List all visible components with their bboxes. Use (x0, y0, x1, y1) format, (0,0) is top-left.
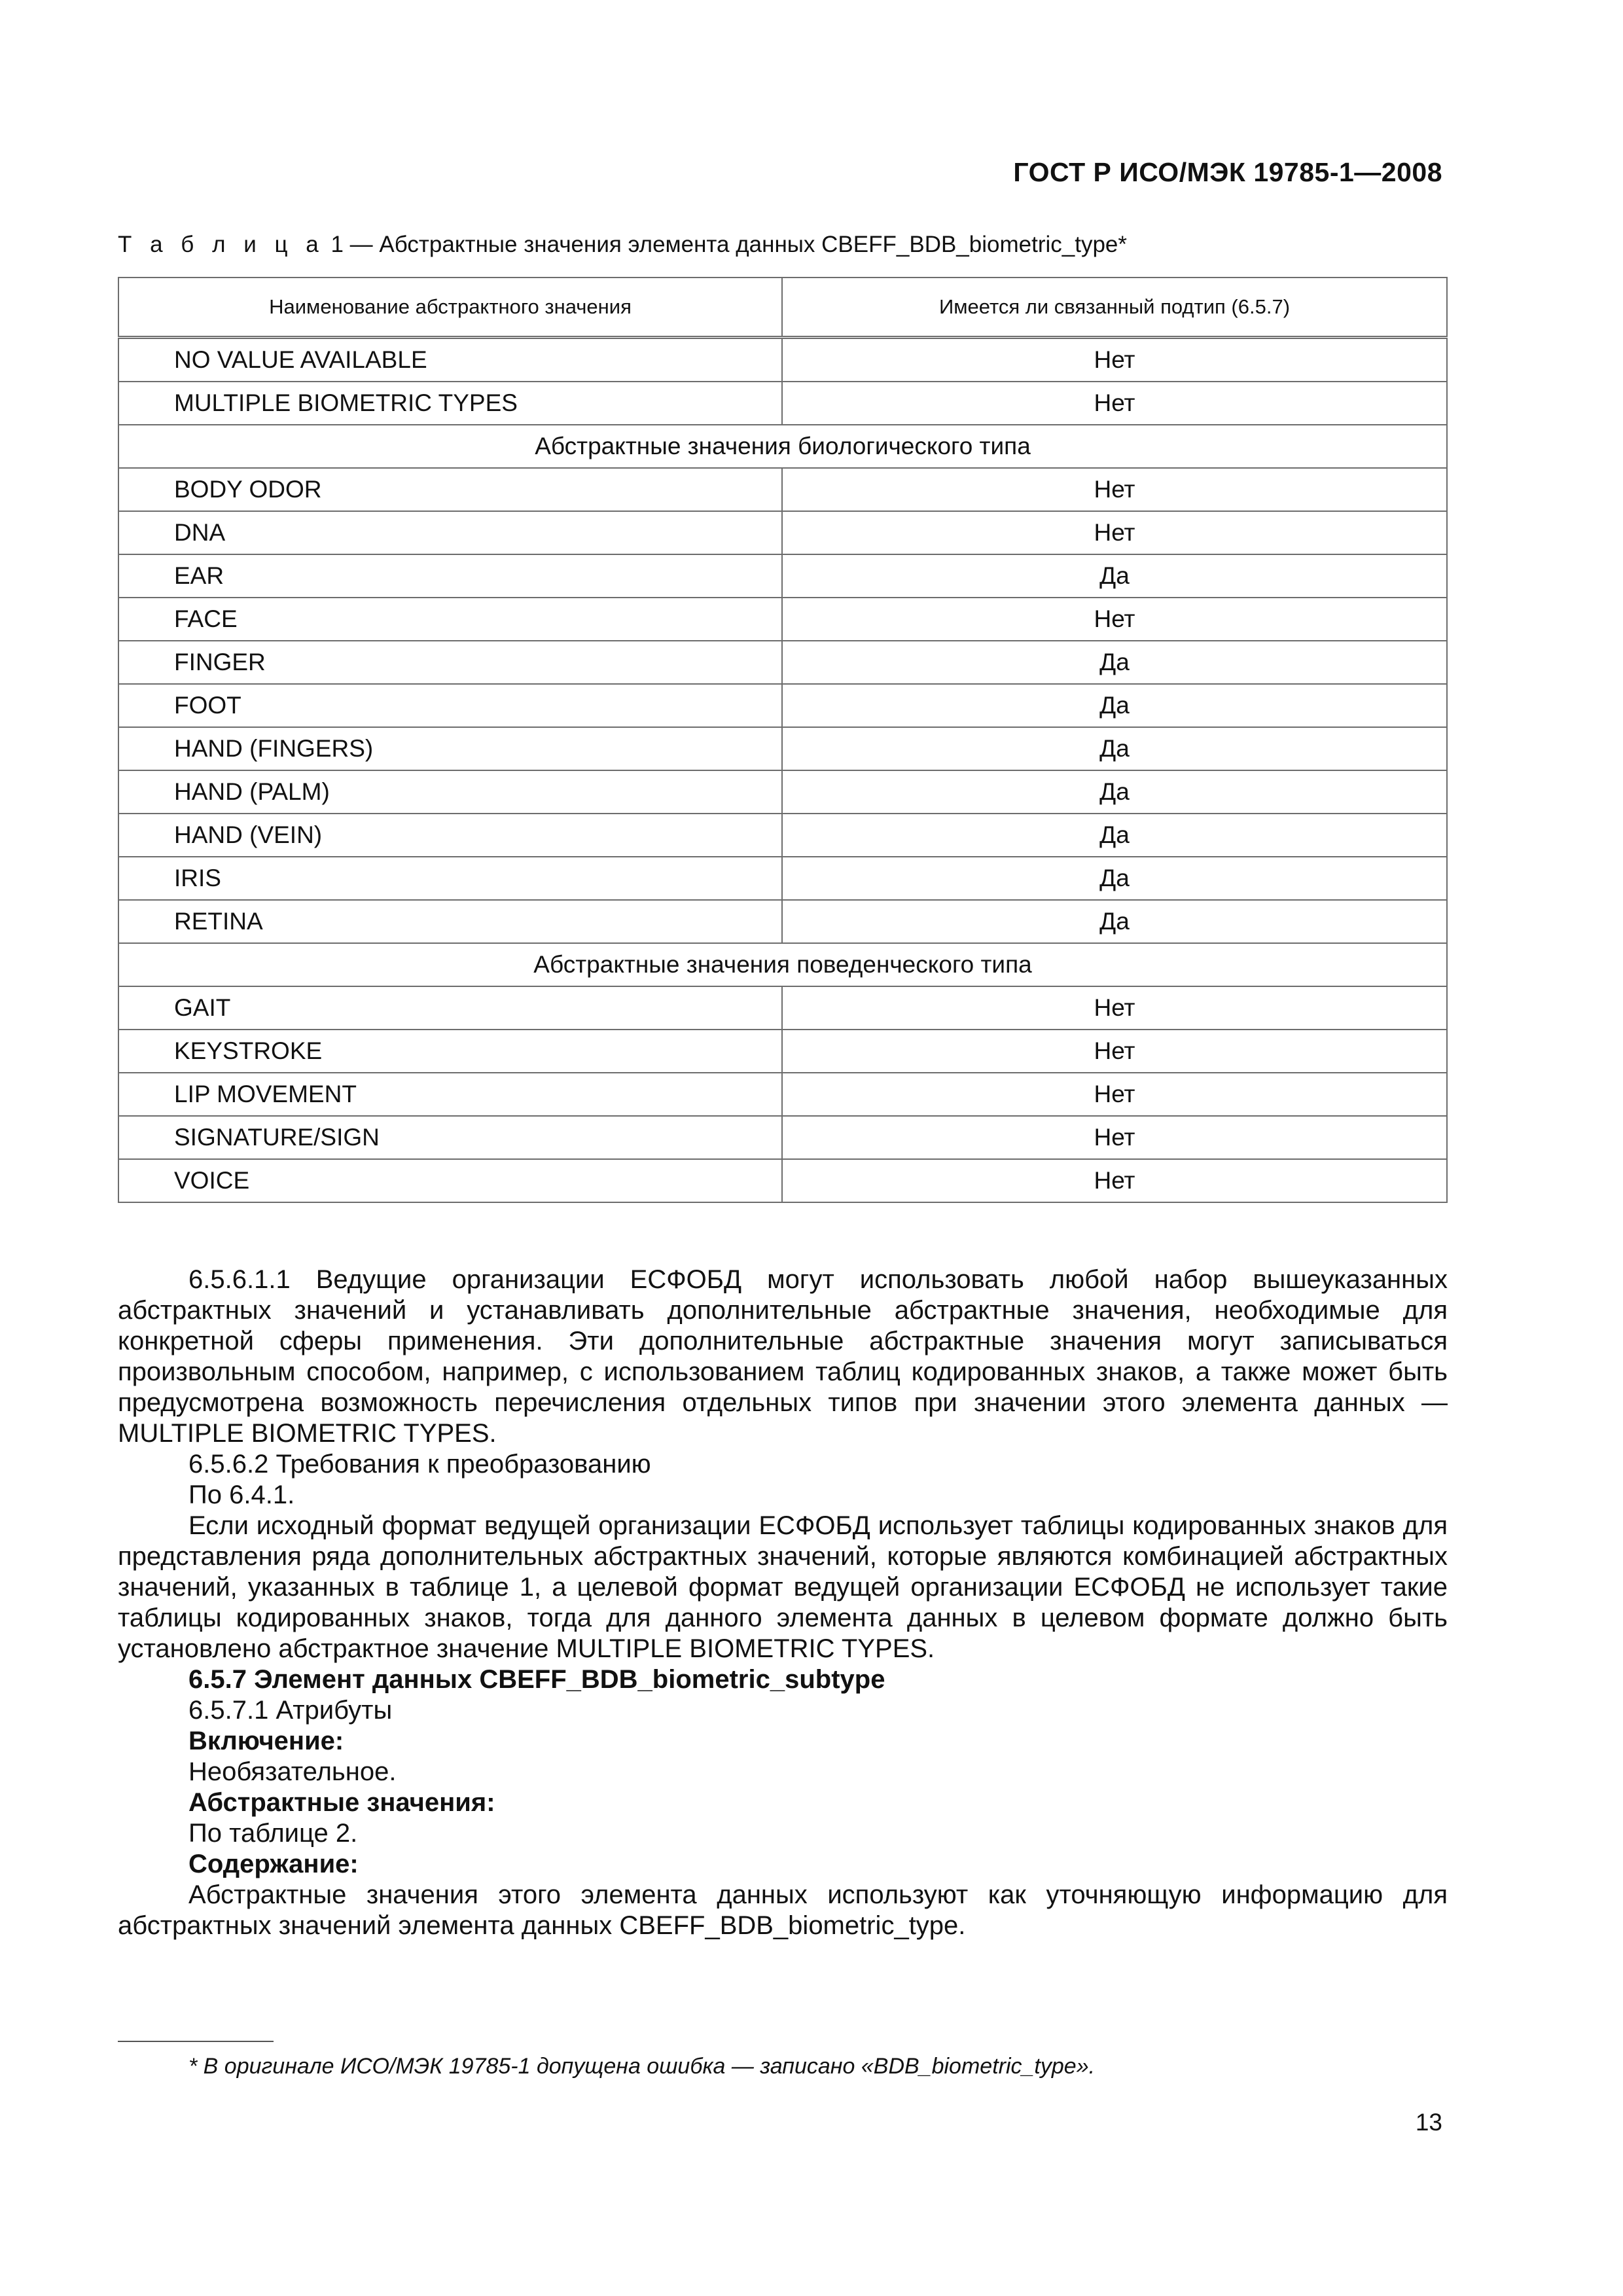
abstract-value-name: EAR (118, 554, 782, 598)
table-row (118, 684, 1447, 727)
subtype-flag: Да (782, 554, 1447, 598)
biometric-type-table (118, 277, 1448, 1203)
table-row (118, 598, 1447, 641)
table-body (118, 338, 1447, 1203)
value-abstract-values: По таблице 2. (188, 1819, 358, 1848)
abstract-value-name: HAND (PALM) (118, 770, 782, 814)
paragraph-6-5-6-1-1: 6.5.6.1.1 Ведущие организации ЕСФОБД могут использовать любой набор вышеуказанных абстрактных значений и устанавливать дополнительные абстрактные значения, необходимые для конкретной сферы применения. Эти дополнительные абстрактные значения могут записываться произвольным способом, например, с использованием таблиц кодированных знаков, а также может быть предусмотрена возможность перечисления отдельных типов при значении этого элемента данных — MULTIPLE BIOMETRIC TYPES. (118, 1265, 1448, 1448)
label-abstract-values: Абстрактные значения: (188, 1788, 495, 1817)
table-row (118, 511, 1447, 554)
subtype-flag: Нет (782, 338, 1447, 382)
abstract-value-name: IRIS (118, 857, 782, 900)
abstract-value-name: FINGER (118, 641, 782, 684)
abstract-value-name: HAND (VEIN) (118, 814, 782, 857)
table-row (118, 1030, 1447, 1073)
subtype-flag: Да (782, 900, 1447, 943)
subtype-flag: Нет (782, 1073, 1447, 1116)
abstract-value-name: SIGNATURE/SIGN (118, 1116, 782, 1159)
table-caption (118, 232, 1127, 258)
abstract-value-name: MULTIPLE BIOMETRIC TYPES (118, 382, 782, 425)
table-row (118, 554, 1447, 598)
abstract-value-name: HAND (FINGERS) (118, 727, 782, 770)
table-row (118, 857, 1447, 900)
table-section-row (118, 425, 1447, 468)
body-text (118, 1265, 1448, 1941)
column-header-name: Наименование абстрактного значения (118, 278, 782, 338)
subtype-flag: Да (782, 641, 1447, 684)
abstract-value-name: KEYSTROKE (118, 1030, 782, 1073)
section-title: Абстрактные значения биологического типа (118, 425, 1447, 468)
paragraph-conversion: Если исходный формат ведущей организации ЕСФОБД использует таблицы кодированных знаков для представления ряда дополнительных абстрактных значений, которые являются комбинацией абстрактных значений, указанных в таблице 1, а целевой формат ведущей организации ЕСФОБД не использует такие таблицы кодированных знаков, тогда для данного элемента данных в целевом формате должно быть установлено абстрактное значение MULTIPLE BIOMETRIC TYPES. (118, 1511, 1448, 1663)
footnote: * В оригинале ИСО/МЭК 19785-1 допущена ошибка — записано «BDB_biometric_type». (188, 2054, 1096, 2079)
label-inclusion: Включение: (188, 1727, 344, 1755)
subtype-flag: Да (782, 857, 1447, 900)
table-row (118, 338, 1447, 382)
table-row (118, 900, 1447, 943)
abstract-value-name: NO VALUE AVAILABLE (118, 338, 782, 382)
heading-6-5-7: 6.5.7 Элемент данных CBEFF_BDB_biometric_subtype (188, 1665, 885, 1694)
table-caption-label: Т а б л и ц а (118, 232, 325, 257)
abstract-value-name: LIP MOVEMENT (118, 1073, 782, 1116)
table-row (118, 1159, 1447, 1202)
table-row (118, 1073, 1447, 1116)
subtype-flag: Нет (782, 1159, 1447, 1202)
label-content: Содержание: (188, 1850, 359, 1878)
subtype-flag: Нет (782, 468, 1447, 511)
subtype-flag: Нет (782, 511, 1447, 554)
paragraph-content: Абстрактные значения этого элемента данных используют как уточняющую информацию для абстрактных значений элемента данных CBEFF_BDB_biometric_type. (118, 1880, 1448, 1940)
subtype-flag: Да (782, 727, 1447, 770)
table-section-row (118, 943, 1447, 986)
table-row (118, 1116, 1447, 1159)
table-row (118, 382, 1447, 425)
abstract-value-name: VOICE (118, 1159, 782, 1202)
footnote-divider (118, 2041, 274, 2042)
abstract-value-name: FOOT (118, 684, 782, 727)
table-row (118, 986, 1447, 1030)
subtype-flag: Да (782, 684, 1447, 727)
table-row (118, 770, 1447, 814)
column-header-subtype: Имеется ли связанный подтип (6.5.7) (782, 278, 1447, 338)
heading-6-5-6-2: 6.5.6.2 Требования к преобразованию (188, 1450, 651, 1479)
abstract-value-name: FACE (118, 598, 782, 641)
abstract-value-name: GAIT (118, 986, 782, 1030)
table-header-row (118, 278, 1447, 338)
table-row (118, 814, 1447, 857)
table-row (118, 727, 1447, 770)
abstract-value-name: BODY ODOR (118, 468, 782, 511)
subtype-flag: Нет (782, 1116, 1447, 1159)
abstract-value-name: RETINA (118, 900, 782, 943)
subtype-flag: Нет (782, 1030, 1447, 1073)
paragraph-ref-6-4-1: По 6.4.1. (188, 1480, 295, 1509)
subtype-flag: Нет (782, 986, 1447, 1030)
standard-designation: ГОСТ Р ИСО/МЭК 19785-1—2008 (1013, 157, 1442, 187)
section-title: Абстрактные значения поведенческого типа (118, 943, 1447, 986)
table-row (118, 641, 1447, 684)
subtype-flag: Нет (782, 382, 1447, 425)
value-inclusion: Необязательное. (188, 1757, 397, 1786)
heading-6-5-7-1: 6.5.7.1 Атрибуты (188, 1696, 393, 1725)
page-number: 13 (1415, 2109, 1442, 2136)
subtype-flag: Да (782, 770, 1447, 814)
subtype-flag: Да (782, 814, 1447, 857)
table-caption-title: 1 — Абстрактные значения элемента данных CBEFF_BDB_biometric_type* (324, 232, 1127, 257)
subtype-flag: Нет (782, 598, 1447, 641)
table-row (118, 468, 1447, 511)
abstract-value-name: DNA (118, 511, 782, 554)
